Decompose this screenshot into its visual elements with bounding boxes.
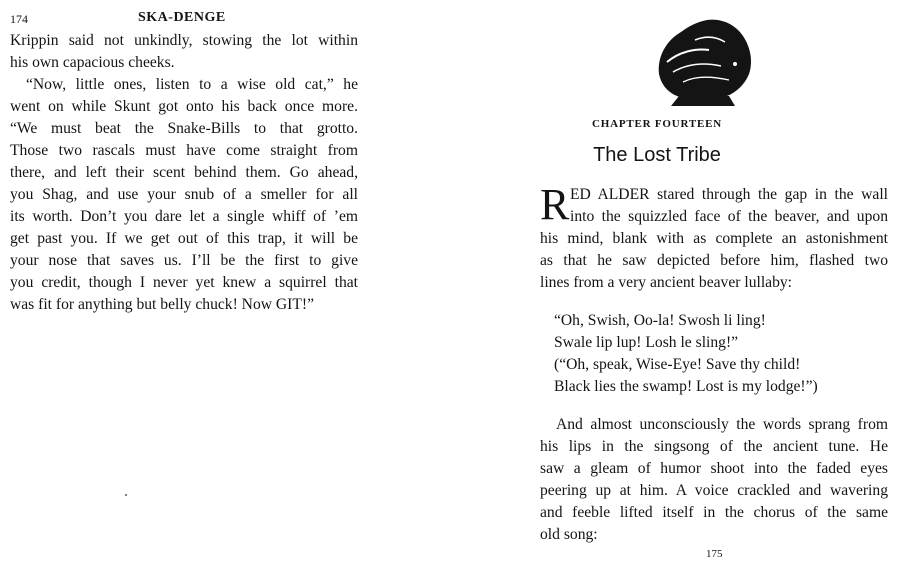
- running-title: SKA-DENGE: [138, 10, 226, 25]
- text-line: and feeble lifted itself in the chorus of the same: [540, 504, 888, 521]
- text-line: old song:: [540, 526, 598, 543]
- text-line: ED ALDER stared through the gap in the wall: [570, 186, 888, 203]
- right-page: [452, 0, 904, 573]
- text-line: his lips in the singsong of the ancient tune. He: [540, 438, 888, 455]
- left-body-text: [10, 30, 358, 316]
- right-body-text: [540, 180, 888, 294]
- text-line: peering up at him. A voice crackled and wavering: [540, 482, 888, 499]
- text-line: Krippin said not unkindly, stowing the lot within: [10, 32, 358, 49]
- verse-block: [554, 310, 884, 398]
- text-line: its worth. Don’t you dare let a single whiff of ’em: [10, 208, 358, 225]
- text-line: his own capacious cheeks.: [10, 54, 175, 71]
- text-line: saw a gleam of humor shoot into the faded eyes: [540, 460, 888, 477]
- verse-line: (“Oh, speak, Wise-Eye! Save thy child!: [554, 356, 801, 373]
- text-line: your nose that saves us. I’ll be the first to give: [10, 252, 358, 269]
- text-line: went on while Skunt got onto his back once more.: [10, 98, 358, 115]
- page-number-left: 174: [10, 12, 28, 26]
- text-line: “Now, little ones, listen to a wise old cat,” he: [26, 76, 358, 93]
- text-line: you credit, though I never yet knew a squirrel that: [10, 274, 358, 291]
- drop-cap: R: [540, 180, 570, 229]
- text-line: Those two rascals must have come straight from: [10, 142, 358, 159]
- text-line: And almost unconsciously the words sprang from: [556, 416, 888, 433]
- page-number-right: 175: [706, 548, 723, 560]
- beaver-vignette-icon: [649, 12, 757, 108]
- stray-mark: [125, 494, 127, 496]
- verse-line: Swale lip lup! Losh le sling!”: [554, 334, 739, 351]
- text-line: lines from a very ancient beaver lullaby:: [540, 274, 792, 291]
- text-line: into the squizzled face of the beaver, and upon: [570, 208, 888, 225]
- chapter-label: CHAPTER FOURTEEN: [591, 118, 723, 130]
- continuation-text: [540, 414, 888, 546]
- running-head: [10, 8, 380, 28]
- text-line: you Shag, and use your snub of a smeller for all: [10, 186, 358, 203]
- chapter-title: The Lost Tribe: [593, 144, 721, 166]
- text-line: “We must beat the Snake-Bills to that grotto.: [10, 120, 358, 137]
- verse-line: Black lies the swamp! Lost is my lodge!”): [554, 378, 818, 395]
- verse-line: “Oh, Swish, Oo-la! Swosh li ling!: [554, 312, 766, 329]
- text-line: his mind, blank with as complete an astonishment: [540, 230, 888, 247]
- text-line: there, and left their scent behind them. Go ahead,: [10, 164, 358, 181]
- text-line: was fit for anything but belly chuck! Now GIT!”: [10, 296, 314, 313]
- text-line: get past you. If we get out of this trap, it will be: [10, 230, 358, 247]
- text-line: as that he saw depicted before him, flashed two: [540, 252, 888, 269]
